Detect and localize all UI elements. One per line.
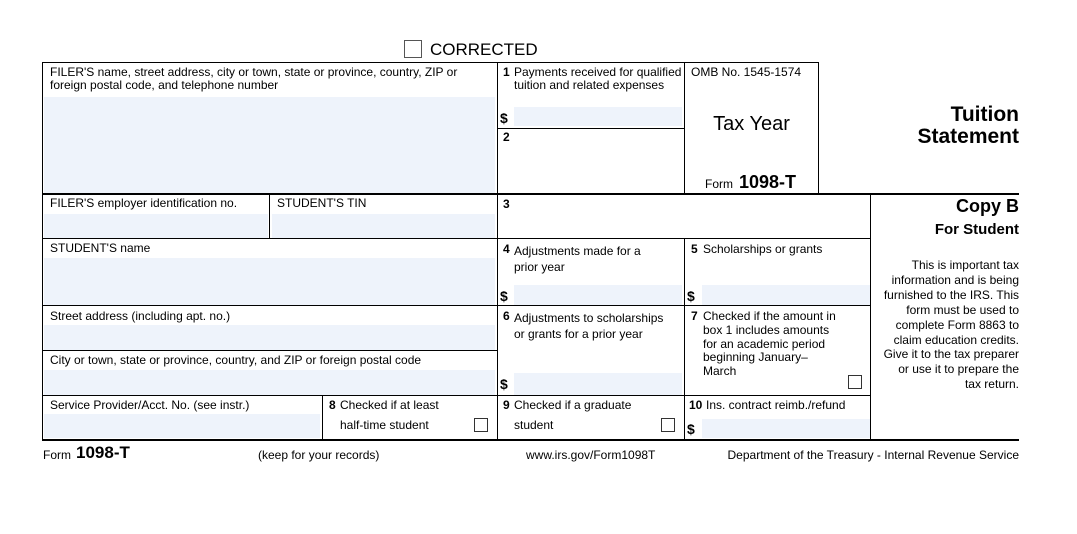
box4-number: 4 (503, 242, 510, 256)
box6-label: Adjustments to scholarships or grants for a prior year (514, 311, 664, 341)
street-address-field[interactable] (44, 325, 495, 350)
service-provider-field[interactable] (44, 414, 320, 438)
student-name-field[interactable] (44, 258, 495, 305)
box1-number: 1 (503, 65, 510, 79)
student-tin-field[interactable] (272, 214, 495, 238)
box7-label: Checked if the amount in box 1 includes amounts for an academic period beginning January– March (703, 309, 836, 379)
box8-label-1: Checked if at least (340, 398, 439, 412)
box8-label-2: half-time student (340, 418, 429, 432)
city-label: City or town, state or province, country, and ZIP or foreign postal code (50, 353, 422, 367)
for-student-label: For Student (934, 221, 1019, 238)
corrected-label: CORRECTED (430, 40, 538, 59)
box8-number: 8 (329, 398, 336, 412)
city-field[interactable] (44, 370, 495, 395)
box1-amount-field[interactable] (514, 107, 682, 126)
footer-form-number: 1098-T (76, 443, 130, 462)
box10-dollar: $ (687, 421, 695, 437)
filer-ein-label: FILER'S employer identification no. (50, 196, 238, 210)
box6-amount-field[interactable] (514, 373, 682, 395)
filer-name-label: FILER'S name, street address, city or town, state or province, country, ZIP or foreign postal code, and telephone number (50, 65, 458, 92)
tax-year-label: Tax Year (713, 113, 790, 135)
footer-url: www.irs.gov/Form1098T (526, 448, 656, 462)
box5-dollar: $ (687, 288, 695, 304)
student-tin-label: STUDENT'S TIN (277, 196, 367, 210)
box6-dollar: $ (500, 376, 508, 392)
box9-checkbox[interactable] (661, 418, 675, 432)
omb-form-number: 1098-T (739, 172, 797, 192)
footer-form-word: Form (43, 448, 71, 462)
box9-label-2: student (514, 418, 554, 432)
box4-dollar: $ (500, 288, 508, 304)
box7-number: 7 (691, 309, 698, 323)
omb-number: OMB No. 1545-1574 (691, 65, 802, 79)
box5-label: Scholarships or grants (703, 242, 823, 256)
box1-dollar: $ (500, 110, 508, 126)
student-name-label: STUDENT'S name (50, 241, 151, 255)
omb-form-word: Form (705, 177, 733, 191)
box10-amount-field[interactable] (702, 419, 870, 438)
filer-ein-field[interactable] (44, 214, 268, 238)
box10-label: Ins. contract reimb./refund (706, 398, 846, 412)
box9-number: 9 (503, 398, 510, 412)
box10-number: 10 (689, 398, 703, 412)
box1-label: Payments received for qualified tuition and related expenses (514, 65, 682, 92)
title-line1: Tuition (950, 103, 1019, 126)
copy-notice: This is important tax information and is being furnished to the IRS. This form must be used to complete Form 8863 to claim education credits. Give it to the tax preparer or use it to prepare the tax return. (883, 258, 1019, 392)
title-line2: Statement (917, 125, 1019, 148)
box5-number: 5 (691, 242, 698, 256)
street-address-label: Street address (including apt. no.) (50, 309, 231, 323)
footer-department: Department of the Treasury - Internal Revenue Service (727, 448, 1019, 462)
box6-number: 6 (503, 309, 510, 323)
copy-b-label: Copy B (956, 196, 1019, 216)
box7-checkbox[interactable] (848, 375, 862, 389)
filer-name-field[interactable] (44, 97, 495, 193)
corrected-checkbox[interactable] (404, 40, 422, 58)
service-provider-label: Service Provider/Acct. No. (see instr.) (50, 398, 250, 412)
box4-label: Adjustments made for a prior year (514, 244, 641, 274)
box2-number: 2 (503, 130, 510, 144)
footer-keep-note: (keep for your records) (258, 448, 380, 462)
box4-amount-field[interactable] (514, 285, 682, 305)
box9-label-1: Checked if a graduate (514, 398, 632, 412)
box3-number: 3 (503, 197, 510, 211)
box8-checkbox[interactable] (474, 418, 488, 432)
box5-amount-field[interactable] (702, 285, 870, 305)
